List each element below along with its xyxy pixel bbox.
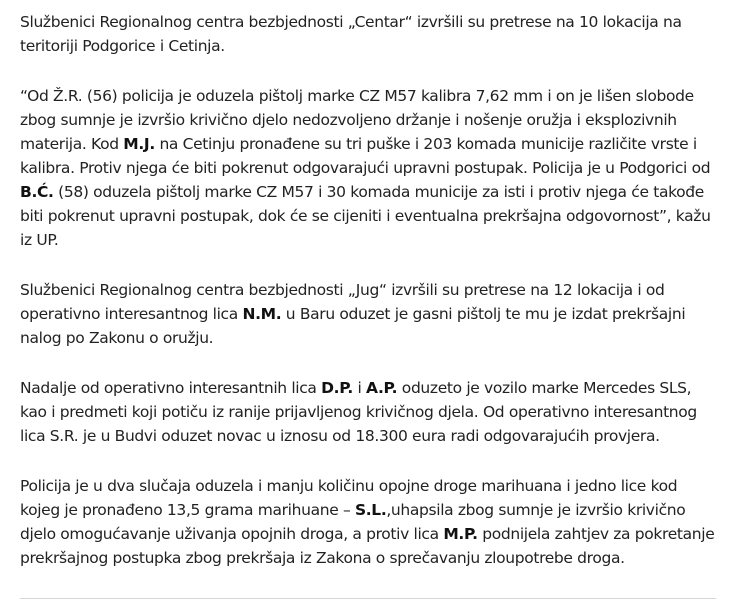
text-segment: oduzeto je vozilo marke Mercedes SLS, kao i predmeti koji potiču iz ranije prijavljenog krivičnog djela. Od operativno interesantnog lica S.R. je u Budvi oduzet novac u iznosu od 18.300 eura radi odgovarajućih provjera.: [20, 379, 697, 445]
text-segment: ,uhapsila zbog sumnje je izvršio krivično djelo omogućavanje uživanja opojnih droga, a protiv lica: [20, 501, 686, 543]
initials-mp: M.P.: [443, 525, 478, 543]
text-segment: “Od Ž.R. (56) policija je oduzela pištolj marke CZ M57 kalibra 7,62 mm i on je lišen slobode zbog sumnje je izvršio krivično djelo nedozvoljeno držanje i nošenje oružja i eksplozivnih materija. Kod: [20, 87, 694, 153]
text-segment: podnijela zahtjev za pokretanje prekršajnog postupka zbog prekršaja iz Zakona o sprečavanju zloupotrebe droga.: [20, 525, 715, 567]
text-segment: Službenici Regionalnog centra bezbjednosti „Jug“ izvršili su pretrese na 12 lokacija i od operativno interesantnog lica: [20, 281, 665, 323]
paragraph-jug-intro: [20, 278, 720, 350]
divider-line: [20, 598, 716, 599]
text-segment: na Cetinju pronađene su tri puške i 203 komada municije različite vrste i kalibra. Protiv njega će biti pokrenut odgovarajući upravni postupak. Policija je u Podgorici od: [20, 135, 711, 177]
paragraph-drugs: [20, 474, 720, 570]
text-segment: Nadalje od operativno interesantnih lica: [20, 379, 322, 397]
initials-sl: S.L.: [354, 501, 387, 519]
initials-mj: M.J.: [123, 135, 155, 153]
text-segment: i: [352, 379, 367, 397]
paragraph-text: Službenici Regionalnog centra bezbjednosti „Centar“ izvršili su pretrese na 10 lokacija na teritoriji Podgorice i Cetinja.: [20, 13, 682, 55]
initials-bc: B.Ć.: [20, 183, 54, 201]
paragraph-centar-quote: [20, 84, 720, 252]
initials-dp: D.P.: [321, 379, 353, 397]
text-segment: u Baru oduzet je gasni pištolj te mu je izdat prekršajni nalog po Zakonu o oružju.: [20, 305, 686, 347]
initials-ap: A.P.: [366, 379, 398, 397]
paragraph-seizures: [20, 376, 720, 448]
paragraph-centar-intro: [20, 10, 720, 58]
text-segment: Policija je u dva slučaja oduzela i manju količinu opojne droge marihuana i jedno lice kod kojeg je pronađeno 13,5 grama marihuane –: [20, 477, 678, 519]
initials-nm: N.M.: [242, 305, 282, 323]
text-segment: (58) oduzela pištolj marke CZ M57 i 30 komada municije za isti i protiv njega će takođe biti pokrenut upravni postupak, dok će se cijeniti i eventualna prekršajna odgovornost”, kažu iz UP.: [20, 183, 711, 249]
article-body: [20, 10, 720, 596]
